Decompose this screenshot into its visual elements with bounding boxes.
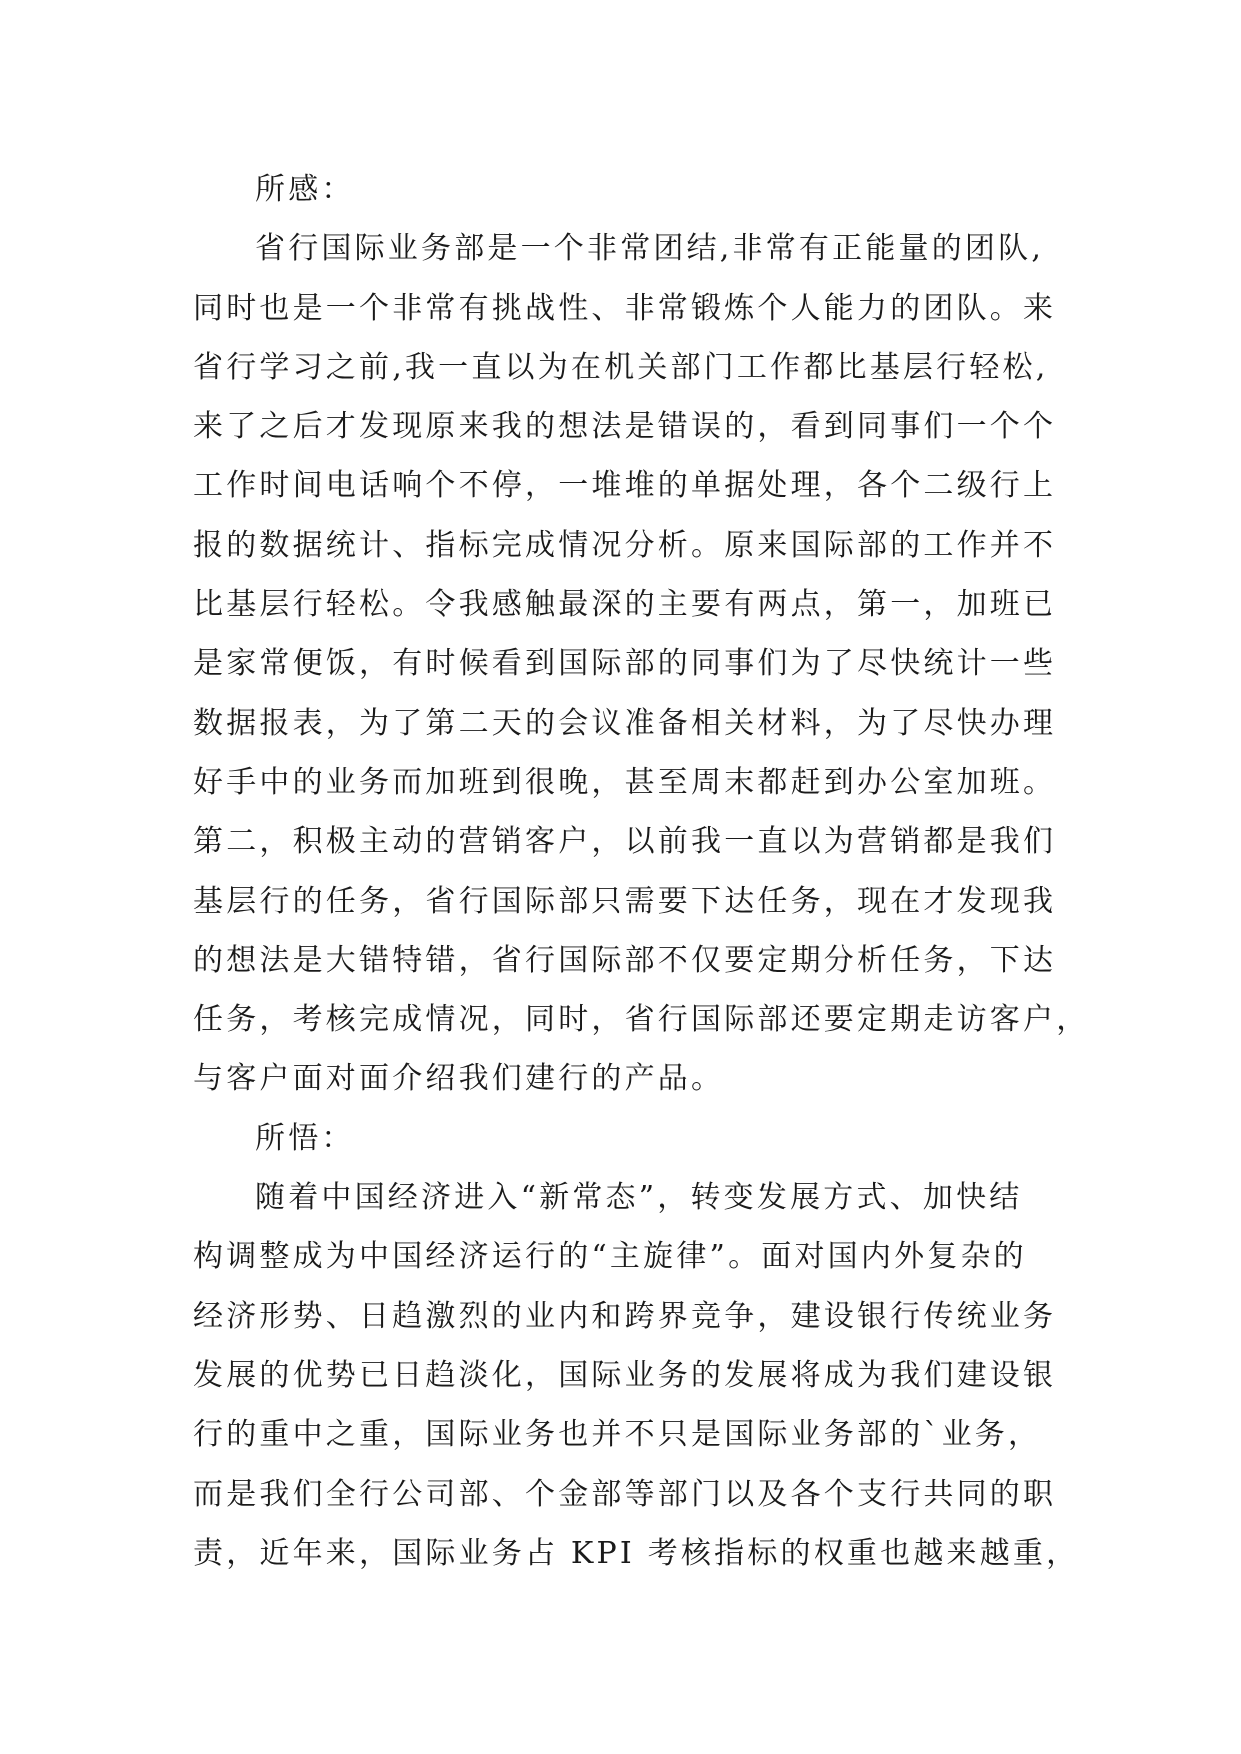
text-line: 来了之后才发现原来我的想法是错误的，看到同事们一个个 [193,409,1057,445]
paragraph-first-line: 随着中国经济进入“新常态”，转变发展方式、加快结 [255,1180,1023,1216]
text-line: 工作时间电话响个不停，一堆堆的单据处理，各个二级行上 [193,468,1057,504]
text-line: 与客户面对面介绍我们建行的产品。 [193,1061,725,1097]
text-line: 任务，考核完成情况，同时，省行国际部还要定期走访客户， [193,1002,1090,1038]
text-line: 是家常便饭，有时候看到国际部的同事们为了尽快统计一些 [193,646,1057,682]
text-line: 行的重中之重，国际业务也并不只是国际业务部的`业务， [193,1417,1042,1453]
text-line: 发展的优势已日趋淡化，国际业务的发展将成为我们建设银 [193,1357,1057,1393]
text-line: 责，近年来，国际业务占 KPI 考核指标的权重也越来越重， [193,1535,1080,1571]
document-body [193,160,1090,1583]
text-line: 经济形势、日趋激烈的业内和跨界竞争，建设银行传统业务 [193,1298,1057,1334]
text-line: 同时也是一个非常有挑战性、非常锻炼个人能力的团队。来 [193,290,1057,326]
text-line: 的想法是大错特错，省行国际部不仅要定期分析任务，下达 [193,942,1057,978]
text-line: 数据报表，为了第二天的会议准备相关材料，为了尽快办理 [193,705,1057,741]
text-line: 而是我们全行公司部、个金部等部门以及各个支行共同的职 [193,1476,1057,1512]
text-line: 构调整成为中国经济运行的“主旋律”。面对国内外复杂的 [193,1239,1027,1275]
paragraph-first-line: 所感： [255,172,355,207]
paragraph-first-line: 所悟： [255,1120,355,1156]
paragraph-first-line: 省行国际业务部是一个非常团结,非常有正能量的团队, [255,231,1045,267]
text-line: 好手中的业务而加班到很晚，甚至周末都赶到办公室加班。 [193,764,1057,800]
text-line: 省行学习之前,我一直以为在机关部门工作都比基层行轻松, [193,349,1049,385]
text-line: 基层行的任务，省行国际部只需要下达任务，现在才发现我 [193,883,1057,919]
text-line: 第二，积极主动的营销客户，以前我一直以为营销都是我们 [193,824,1057,860]
text-line: 比基层行轻松。令我感触最深的主要有两点，第一，加班已 [193,587,1057,623]
text-line: 报的数据统计、指标完成情况分析。原来国际部的工作并不 [193,527,1057,563]
